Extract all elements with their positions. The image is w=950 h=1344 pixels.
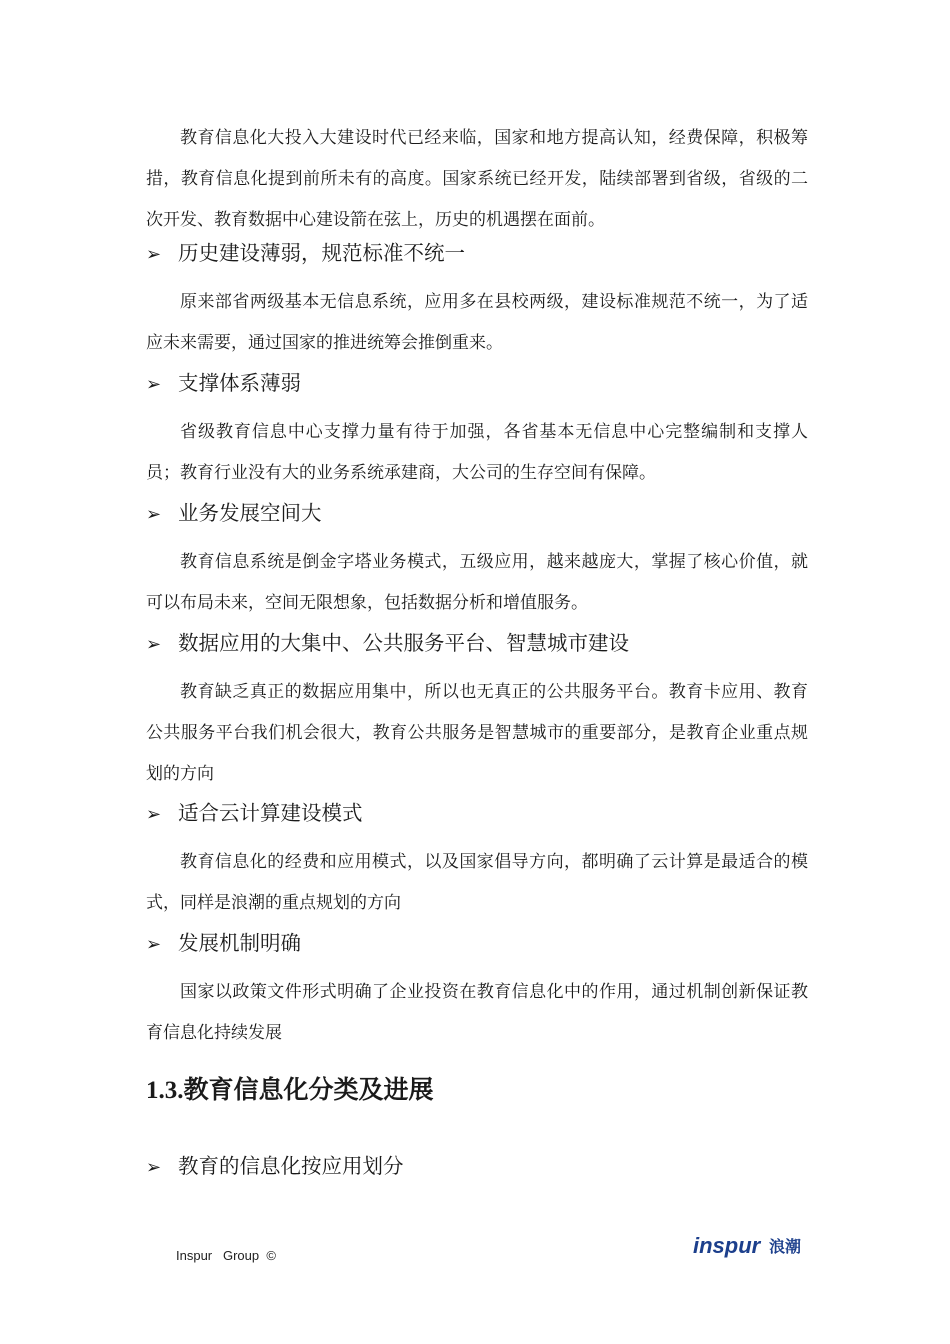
paragraph: 教育信息系统是倒金字塔业务模式，五级应用，越来越庞大，掌握了核心价值，就可以布局未来，空间无限想象，包括数据分析和增值服务。 xyxy=(146,552,808,613)
bullet-text: 发展机制明确 xyxy=(178,931,301,955)
bullet-text: 支撑体系薄弱 xyxy=(178,371,301,395)
bullet-text: 历史建设薄弱，规范标准不统一 xyxy=(178,241,465,265)
paragraph: 教育缺乏真正的数据应用集中，所以也无真正的公共服务平台。教育卡应用、教育公共服务平台我们机会很大，教育公共服务是智慧城市的重要部分，是教育企业重点规划的方向 xyxy=(146,682,808,784)
arrow-bullet-icon: ➢ xyxy=(146,244,162,265)
bullet-item xyxy=(146,628,808,658)
section-number: 1.3. xyxy=(146,1077,184,1104)
bullet-text: 适合云计算建设模式 xyxy=(178,801,363,825)
inspur-logo xyxy=(693,1233,809,1259)
arrow-bullet-icon: ➢ xyxy=(146,374,162,395)
bullet-text: 数据应用的大集中、公共服务平台、智慧城市建设 xyxy=(178,631,629,655)
paragraph: 省级教育信息中心支撑力量有待于加强，各省基本无信息中心完整编制和支撑人员；教育行业没有大的业务系统承建商，大公司的生存空间有保障。 xyxy=(146,422,808,483)
section-title: 教育信息化分类及进展 xyxy=(183,1075,434,1104)
bullet-item xyxy=(146,1151,808,1181)
bullet-item xyxy=(146,238,808,268)
bullet-text: 业务发展空间大 xyxy=(178,501,322,525)
paragraph: 国家以政策文件形式明确了企业投资在教育信息化中的作用，通过机制创新保证教育信息化持续发展 xyxy=(146,982,808,1043)
logo-latin: inspur xyxy=(693,1233,761,1258)
logo-cjk: 浪潮 xyxy=(769,1237,802,1256)
bullet-item xyxy=(146,368,808,398)
footer-copyright: Inspur Group © xyxy=(176,1248,276,1263)
section-heading xyxy=(146,1073,434,1108)
paragraph: 教育信息化大投入大建设时代已经来临，国家和地方提高认知，经费保障，积极筹措，教育信息化提到前所未有的高度。国家系统已经开发，陆续部署到省级，省级的二次开发、教育数据中心建设箭在弦上，历史的机遇摆在面前。 xyxy=(146,128,808,230)
arrow-bullet-icon: ➢ xyxy=(146,804,162,825)
arrow-bullet-icon: ➢ xyxy=(146,934,162,955)
bullet-item xyxy=(146,798,808,828)
paragraph: 原来部省两级基本无信息系统，应用多在县校两级，建设标准规范不统一，为了适应未来需要，通过国家的推进统筹会推倒重来。 xyxy=(146,292,808,353)
bullet-item xyxy=(146,498,808,528)
bullet-item xyxy=(146,928,808,958)
arrow-bullet-icon: ➢ xyxy=(146,634,162,655)
bullet-text: 教育的信息化按应用划分 xyxy=(178,1154,404,1178)
arrow-bullet-icon: ➢ xyxy=(146,504,162,525)
arrow-bullet-icon: ➢ xyxy=(146,1157,162,1178)
paragraph: 教育信息化的经费和应用模式，以及国家倡导方向，都明确了云计算是最适合的模式，同样是浪潮的重点规划的方向 xyxy=(146,852,808,913)
